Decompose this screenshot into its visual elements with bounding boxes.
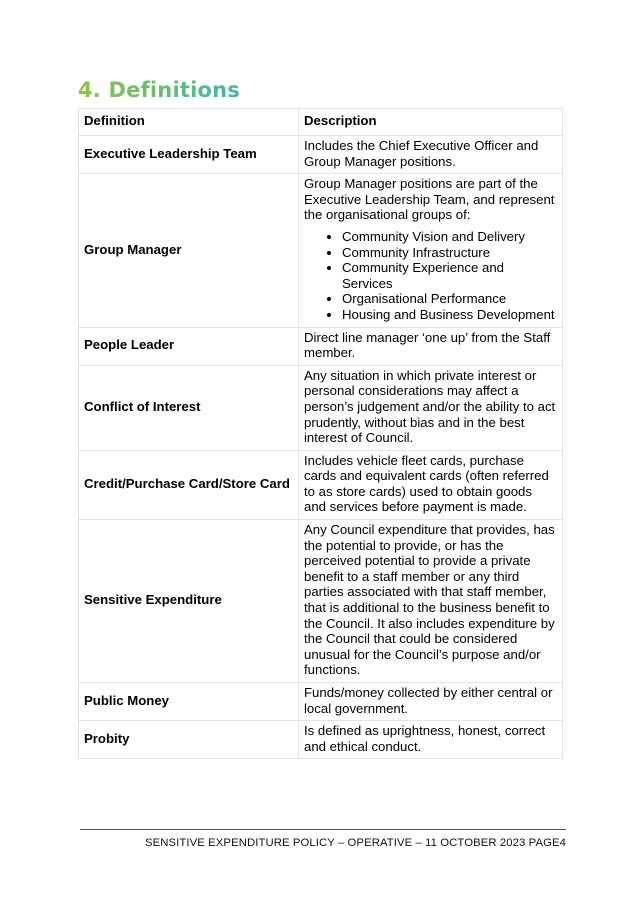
- definition-term: Public Money: [79, 683, 299, 721]
- table-row: [79, 450, 563, 519]
- table-header-row: [79, 109, 563, 136]
- list-item: • Community Infrastructure: [342, 245, 557, 261]
- list-item: • Community Experience and Services: [342, 260, 557, 291]
- page-footer: SENSITIVE EXPENDITURE POLICY – OPERATIVE – 11 OCTOBER 2023 PAGE4: [145, 837, 566, 849]
- column-header-description: Description: [299, 109, 563, 136]
- definition-term: People Leader: [79, 327, 299, 365]
- list-item: • Housing and Business Development: [342, 307, 557, 323]
- list-item: • Community Vision and Delivery: [342, 229, 557, 245]
- definition-description: Funds/money collected by either central or local government.: [299, 683, 563, 721]
- definition-term: Conflict of Interest: [79, 365, 299, 450]
- organisational-groups-list: [304, 229, 557, 323]
- description-text: Group Manager positions are part of the Executive Leadership Team, and represent the organisational groups of:: [304, 176, 555, 223]
- table-row: [79, 174, 563, 327]
- definition-term: Sensitive Expenditure: [79, 520, 299, 683]
- table-row: [79, 520, 563, 683]
- definition-description: Is defined as uprightness, honest, correct and ethical conduct.: [299, 721, 563, 759]
- table-row: [79, 683, 563, 721]
- definition-description: Includes the Chief Executive Officer and Group Manager positions.: [299, 136, 563, 174]
- definition-description: Any Council expenditure that provides, has the potential to provide, or has the perceived potential to provide a private benefit to a staff member or any third parties associated with that staff member, that is additional to the business benefit to the Council. It also includes expenditure by the Council that could be considered unusual for the Council’s purpose and/or functions.: [299, 520, 563, 683]
- definition-term: Credit/Purchase Card/Store Card: [79, 450, 299, 519]
- definition-term: Executive Leadership Team: [79, 136, 299, 174]
- definition-description: Direct line manager ‘one up’ from the Staff member.: [299, 327, 563, 365]
- table-row: [79, 136, 563, 174]
- footer-divider: [80, 829, 566, 830]
- definitions-table: [78, 108, 563, 759]
- table-row: [79, 721, 563, 759]
- section-heading: 4. Definitions: [78, 78, 240, 102]
- definition-term: Probity: [79, 721, 299, 759]
- definition-description: [299, 174, 563, 327]
- definition-description: Includes vehicle fleet cards, purchase cards and equivalent cards (often referred to as store cards) used to obtain goods and services before payment is made.: [299, 450, 563, 519]
- table-row: [79, 365, 563, 450]
- list-item: • Organisational Performance: [342, 291, 557, 307]
- table-row: [79, 327, 563, 365]
- definition-description: Any situation in which private interest or personal considerations may affect a person’s judgement and/or the ability to act prudently, without bias and in the best interest of Council.: [299, 365, 563, 450]
- column-header-definition: Definition: [79, 109, 299, 136]
- definition-term: Group Manager: [79, 174, 299, 327]
